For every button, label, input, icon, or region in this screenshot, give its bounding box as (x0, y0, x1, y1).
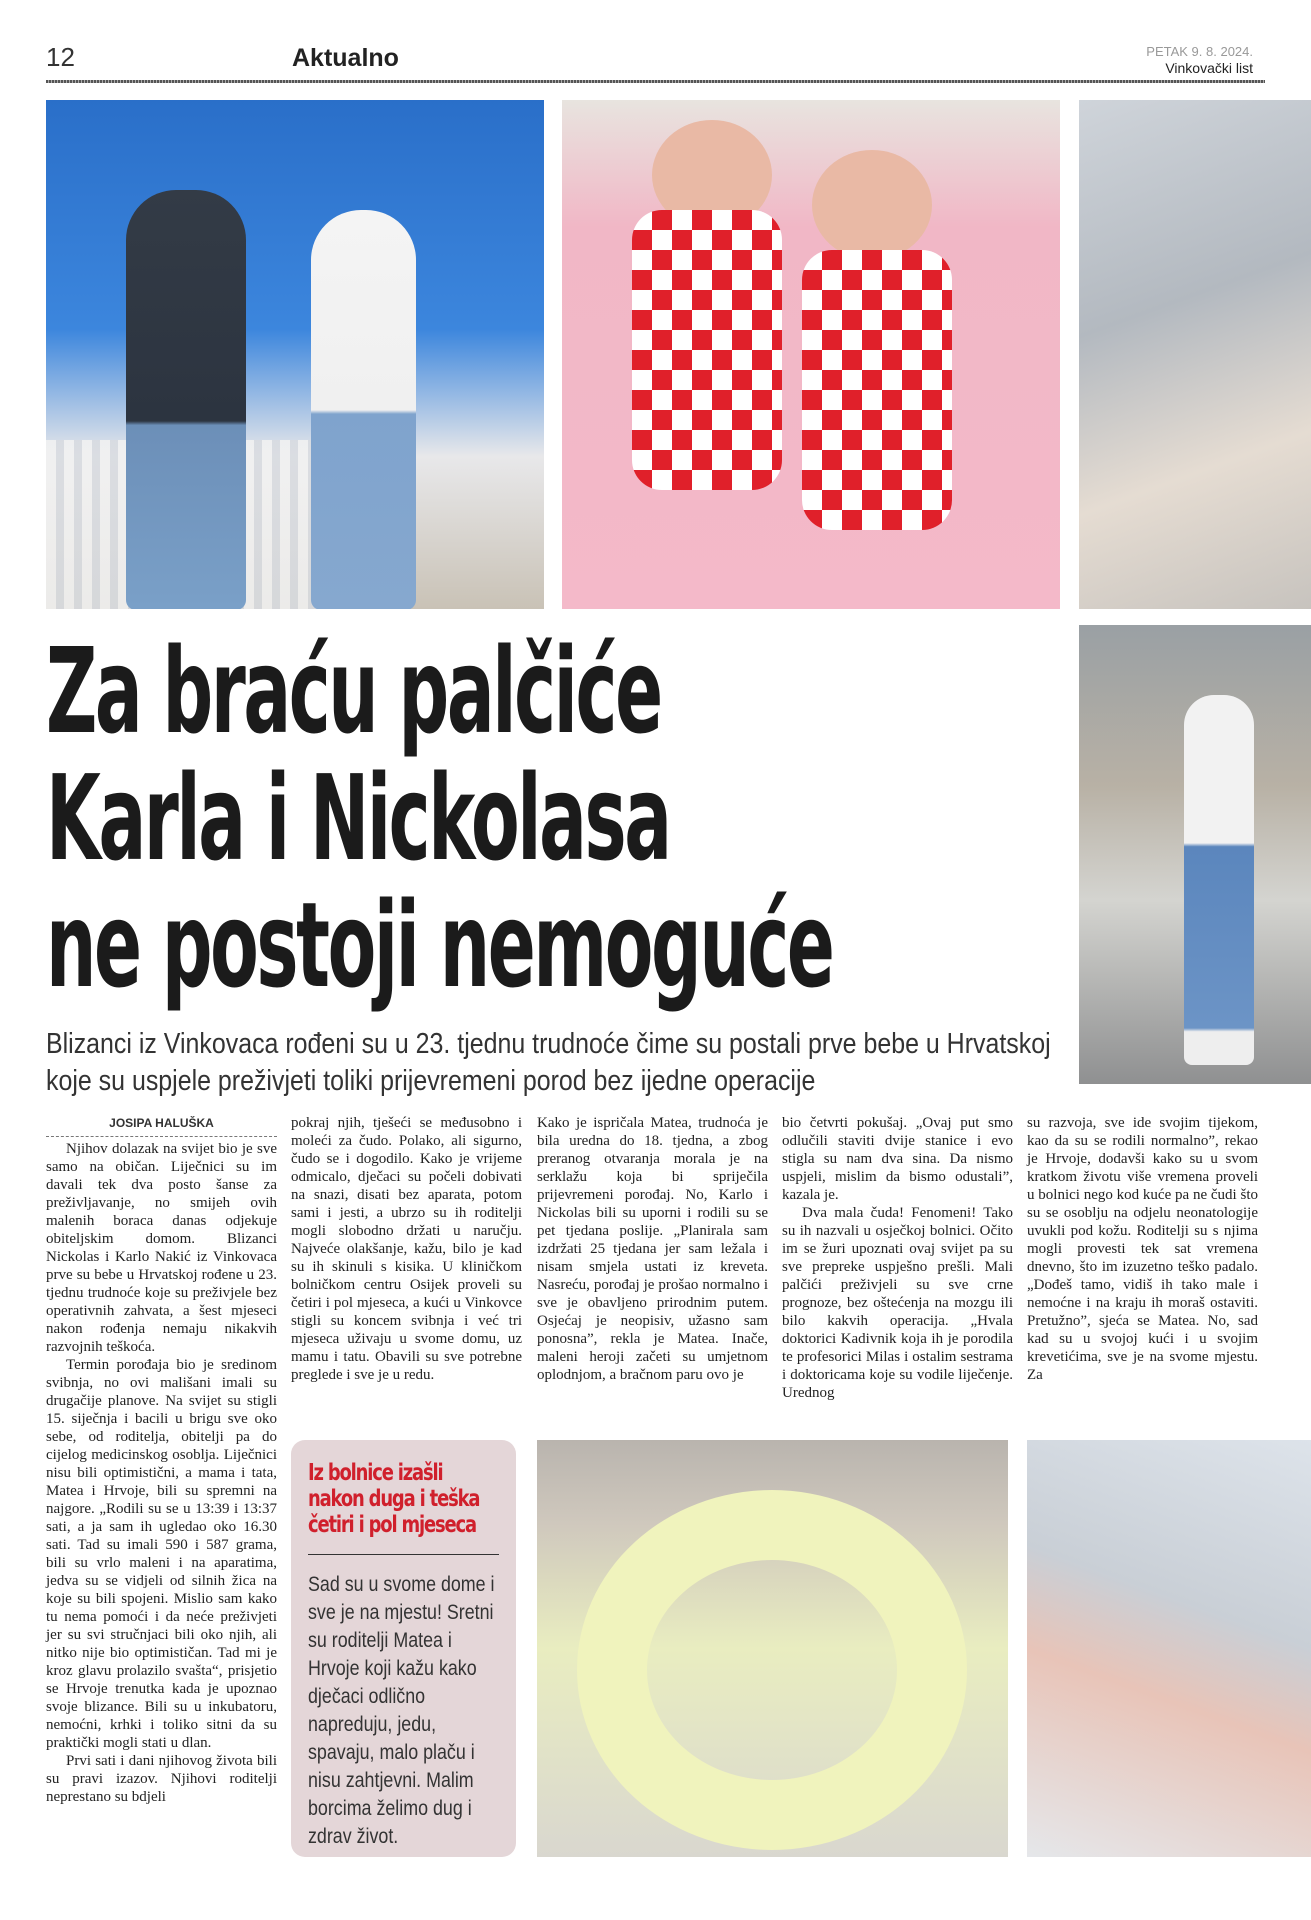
photo-twins-on-pillow (537, 1440, 1008, 1857)
headline-line: Karla i Nickolasa (46, 749, 670, 887)
paragraph: Kako je ispričala Matea, trudnoća je bila uredna do 18. tjedna, a zbog preranog otvaranja morala je na serklažu koja bi spriječila prijevremeni porođaj. No, Karlo i Nickolas bili su uporni i rodili su se pet tjedana poslije. „Planirala sam izdržati 25 tjedana jer sam ležala i nisam smjela ustati iz kreveta. Nasreću, porođaj je prošao normalno i sve je obavljeno prirodnim putem. Osjećaj je neopisiv, užasno sam ponosna”, rekla je Matea. Inače, maleni heroji začeti su umjetnom oplodnjom, a bračnom paru ovo je (537, 1115, 768, 1383)
sidebar-text: Sad su u svome dome i sve je na mjestu! Sretni su roditelji Matea i Hrvoje koji kažu kako dječaci odlično napreduju, jedu, spavaju, malo plaču i nisu zahtjevni. Malim borcima želimo dug i zdrav život. (308, 1573, 495, 1848)
sidebar-divider (308, 1554, 499, 1555)
photo-twins-checkered-outfits (562, 100, 1060, 609)
photo-baby-with-oxygen (1027, 1440, 1311, 1857)
byline: JOSIPA HALUŠKA (109, 1116, 214, 1130)
headline (46, 622, 1066, 1014)
photo-baby-incubator (1079, 100, 1311, 609)
article-column-4 (782, 1114, 1013, 1402)
article-column-2 (291, 1114, 522, 1384)
headline-line: Za braću palčiće (46, 622, 661, 760)
sidebar-box (291, 1440, 516, 1857)
publication-name: Vinkovački list (1165, 60, 1253, 76)
paragraph: bio četvrti pokušaj. „Ovaj put smo odlučili staviti dvije stanice i evo stigla su nam dva sina. Da nismo uspjeli, mislim da bismo odustali”, kazala je. (782, 1115, 1013, 1203)
paragraph: Njihov dolazak na svijet bio je sve samo na običan. Liječnici su im davali tek dva posto šanse za preživljavanje, no smijeh ovih malenih boraca danas odjekuje obiteljskim domom. Blizanci Nickolas i Karlo Nakić iz Vinkovaca prve su bebe u Hrvatskoj rođene u 23. tjednu trudnoće koje su preživjele bez operativnih zahvata, a šest mjeseci nakon rođenja nemaju nikakvih razvojnih teškoća. (46, 1141, 277, 1355)
page-number: 12 (46, 42, 75, 72)
article-column-1 (46, 1140, 277, 1806)
section-title: Aktualno (292, 44, 399, 72)
issue-date: PETAK 9. 8. 2024. (1146, 44, 1253, 59)
article-column-3 (537, 1114, 768, 1384)
paragraph: Dva mala čuda! Fenomeni! Tako su ih nazvali u osječkoj bolnici. Očito im se žuri upoznati ovaj svijet pa su sve prepreke uspješno prešli. Mali palčići preživjeli su sve crne prognoze, bez oštećenja na mozgu ili bilo kakvih operacija. „Hvala doktorici Kadivnik koja ih je porodila te profesorici Milas i ostalim sestrama i doktoricama koje su vodile liječenje. Urednog (782, 1205, 1013, 1401)
paragraph: Prvi sati i dani njihovog života bili su pravi izazov. Njihovi roditelji neprestano su bdjeli (46, 1753, 277, 1805)
photo-mother-with-car-seat (1079, 625, 1311, 1084)
subtitle: Blizanci iz Vinkovaca rođeni su u 23. tjednu trudnoće čime su postali prve bebe u Hrvatskoj koje su uspjele preživjeti toliki prijevremeni porod bez ijedne operacije (46, 1028, 1051, 1097)
paragraph: Termin porođaja bio je sredinom svibnja, no ovi mališani imali su drugačije planove. Na svijet su stigli 15. siječnja i bacili u brigu sve oko sebe, od roditelja, obitelji pa do cijelog medicinskog osoblja. Liječnici nisu bili optimistični, a mama i tata, Matea i Hrvoje, bili su spremni na najgore. „Rodili su se u 13:39 i 13:37 sati, a ja sam ih ugledao oko 16.30 sati. Tad su imali 590 i 587 grama, bili su vrlo maleni i na aparatima, jedva su se vidjeli od silnih žica na koje su bili spojeni. Mislio sam kako tu nema pomoći i da neće preživjeti jer su svi stručnjaci bili oko njih, ali nitko nije bio optimističan. Tad mi je kroz glavu prolazilo svašta“, prisjetio se Hrvoje trenutka kada je upoznao svoje blizance. Bili su u inkubatoru, nemoćni, krhki i toliko sitni da su praktički mogli stati u dlan. (46, 1357, 277, 1751)
photo-family-with-twins (46, 100, 544, 609)
headline-line: ne postoji nemoguće (46, 876, 833, 1014)
header-rule (46, 80, 1265, 83)
paragraph: pokraj njih, tješeći se međusobno i moleći za čudo. Polako, ali sigurno, čudo se i dogodilo. Kako je vrijeme odmicalo, dječaci su počeli dobivati na snazi, disati bez aparata, potom sami i jesti, a ubrzo su ih roditelji mogli slobodno držati u naručju. Najveće olakšanje, kažu, bilo je kad su ih skinuli s kisika. U kliničkom bolničkom centru Osijek proveli su četiri i pol mjeseca, a kući u Vinkovce stigli su koncem svibnja i već tri mjeseca uživaju u svome domu, uz mamu i tatu. Obavili su sve potrebne preglede i sve je u redu. (291, 1115, 522, 1383)
sidebar-title: Iz bolnice izašli nakon duga i teška četiri i pol mjeseca (308, 1460, 480, 1538)
byline-divider (46, 1136, 277, 1137)
article-column-5 (1027, 1114, 1258, 1384)
paragraph: su razvoja, sve ide svojim tijekom, kao da su se rodili normalno”, rekao je Hrvoje, dodavši kako su u svom kratkom životu više vremena proveli u bolnici nego kod kuće pa ne čudi što su se osoblju na odjelu neonatologije uvukli pod kožu. Roditelji su s njima mogli provesti tek sat vremena dnevno, što im izuzetno teško padalo. „Dođeš tamo, vidiš ih tako male i nemoćne i na kraju ih moraš ostaviti. Pretužno”, sjeća se Matea. No, sad kad su u svojoj kući i u svojim krevetićima, sve je na svome mjestu. Za (1027, 1115, 1258, 1383)
